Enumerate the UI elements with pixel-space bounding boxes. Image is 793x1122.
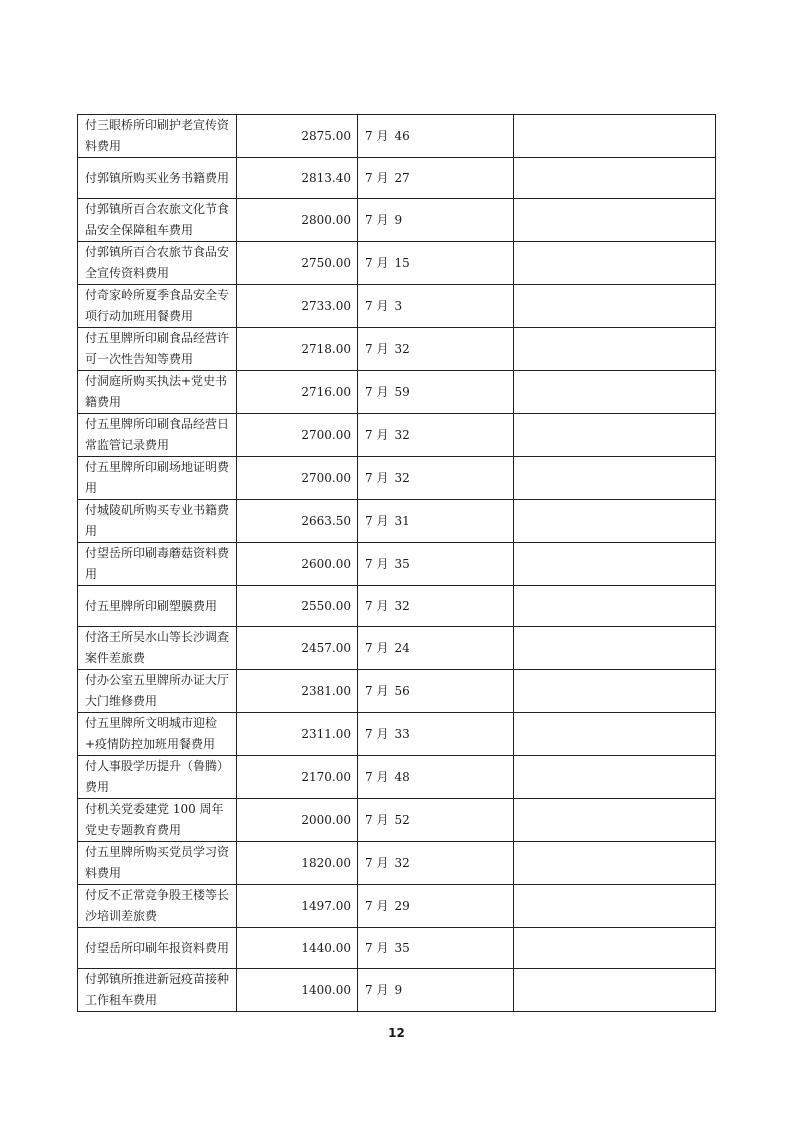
remarks-cell (514, 799, 716, 842)
expense-amount: 1400.00 (237, 969, 358, 1012)
remarks-cell (514, 586, 716, 627)
expense-amount: 2750.00 (237, 242, 358, 285)
expense-description: 付三眼桥所印刷护老宣传资料费用 (78, 115, 237, 158)
voucher-reference (358, 199, 514, 242)
voucher-reference (358, 885, 514, 928)
expense-amount: 2170.00 (237, 756, 358, 799)
voucher-month: 7 月 (365, 470, 389, 485)
voucher-month: 7 月 (365, 898, 389, 913)
remarks-cell (514, 199, 716, 242)
voucher-reference (358, 457, 514, 500)
remarks-cell (514, 328, 716, 371)
voucher-month: 7 月 (365, 812, 389, 827)
remarks-cell (514, 457, 716, 500)
voucher-number: 32 (394, 598, 410, 613)
voucher-month: 7 月 (365, 513, 389, 528)
remarks-cell (514, 285, 716, 328)
expense-description: 付洛王所吴水山等长沙调查案件差旅费 (78, 627, 237, 670)
expense-amount: 2700.00 (237, 457, 358, 500)
expense-description: 付洞庭所购买执法+党史书籍费用 (78, 371, 237, 414)
remarks-cell (514, 500, 716, 543)
voucher-reference (358, 371, 514, 414)
expense-description: 付人事股学历提升（鲁腾）费用 (78, 756, 237, 799)
voucher-month: 7 月 (365, 128, 389, 143)
voucher-month: 7 月 (365, 598, 389, 613)
expense-description: 付五里牌所印刷塑膜费用 (78, 586, 237, 627)
voucher-reference (358, 500, 514, 543)
table-row (78, 756, 716, 799)
voucher-month: 7 月 (365, 640, 389, 655)
expense-description: 付五里牌所印刷食品经营日常监管记录费用 (78, 414, 237, 457)
expense-description: 付郭镇所百合农旅节食品安全宣传资料费用 (78, 242, 237, 285)
voucher-number: 52 (394, 812, 410, 827)
voucher-reference (358, 928, 514, 969)
table-row (78, 414, 716, 457)
voucher-month: 7 月 (365, 427, 389, 442)
expense-amount: 1440.00 (237, 928, 358, 969)
table-row (78, 543, 716, 586)
table-row (78, 586, 716, 627)
expense-description: 付郭镇所购买业务书籍费用 (78, 158, 237, 199)
expense-amount: 2550.00 (237, 586, 358, 627)
voucher-number: 32 (394, 855, 410, 870)
remarks-cell (514, 969, 716, 1012)
voucher-month: 7 月 (365, 170, 389, 185)
voucher-reference (358, 242, 514, 285)
remarks-cell (514, 842, 716, 885)
table-row (78, 115, 716, 158)
voucher-month: 7 月 (365, 683, 389, 698)
voucher-month: 7 月 (365, 556, 389, 571)
expense-amount: 2311.00 (237, 713, 358, 756)
expense-amount: 2700.00 (237, 414, 358, 457)
voucher-number: 31 (394, 513, 410, 528)
voucher-month: 7 月 (365, 255, 389, 270)
voucher-number: 48 (394, 769, 410, 784)
voucher-reference (358, 586, 514, 627)
voucher-reference (358, 969, 514, 1012)
expense-description: 付五里牌所印刷食品经营许可一次性告知等费用 (78, 328, 237, 371)
expense-amount: 2600.00 (237, 543, 358, 586)
voucher-month: 7 月 (365, 769, 389, 784)
table-row (78, 713, 716, 756)
voucher-number: 24 (394, 640, 410, 655)
remarks-cell (514, 242, 716, 285)
expense-table (77, 114, 716, 1012)
page-number: 12 (388, 1026, 405, 1040)
voucher-month: 7 月 (365, 212, 389, 227)
remarks-cell (514, 627, 716, 670)
expense-amount: 2000.00 (237, 799, 358, 842)
voucher-reference (358, 756, 514, 799)
table-row (78, 627, 716, 670)
voucher-month: 7 月 (365, 341, 389, 356)
voucher-month: 7 月 (365, 726, 389, 741)
voucher-number: 32 (394, 427, 410, 442)
table-row (78, 842, 716, 885)
voucher-reference (358, 328, 514, 371)
expense-amount: 1497.00 (237, 885, 358, 928)
voucher-reference (358, 115, 514, 158)
voucher-number: 32 (394, 470, 410, 485)
table-row (78, 285, 716, 328)
voucher-month: 7 月 (365, 384, 389, 399)
voucher-number: 9 (394, 982, 403, 997)
table-row (78, 371, 716, 414)
expense-amount: 2381.00 (237, 670, 358, 713)
voucher-month: 7 月 (365, 982, 389, 997)
table-row (78, 885, 716, 928)
remarks-cell (514, 713, 716, 756)
voucher-number: 9 (394, 212, 403, 227)
expense-description: 付望岳所印刷年报资料费用 (78, 928, 237, 969)
voucher-number: 3 (394, 298, 403, 313)
voucher-reference (358, 414, 514, 457)
remarks-cell (514, 928, 716, 969)
expense-description: 付奇家岭所夏季食品安全专项行动加班用餐费用 (78, 285, 237, 328)
table-row (78, 328, 716, 371)
voucher-number: 15 (394, 255, 410, 270)
expense-amount: 2875.00 (237, 115, 358, 158)
remarks-cell (514, 543, 716, 586)
table-row (78, 969, 716, 1012)
voucher-month: 7 月 (365, 855, 389, 870)
expense-amount: 2718.00 (237, 328, 358, 371)
table-row (78, 500, 716, 543)
voucher-reference (358, 158, 514, 199)
expense-description: 付五里牌所购买党员学习资料费用 (78, 842, 237, 885)
voucher-number: 35 (394, 940, 410, 955)
voucher-month: 7 月 (365, 940, 389, 955)
expense-amount: 2813.40 (237, 158, 358, 199)
voucher-number: 35 (394, 556, 410, 571)
remarks-cell (514, 670, 716, 713)
expense-amount: 1820.00 (237, 842, 358, 885)
voucher-reference (358, 842, 514, 885)
expense-description: 付城陵矶所购买专业书籍费用 (78, 500, 237, 543)
table-row (78, 242, 716, 285)
voucher-number: 46 (394, 128, 410, 143)
table-row (78, 928, 716, 969)
expense-amount: 2716.00 (237, 371, 358, 414)
table-row (78, 799, 716, 842)
voucher-number: 32 (394, 341, 410, 356)
voucher-number: 56 (394, 683, 410, 698)
expense-amount: 2457.00 (237, 627, 358, 670)
voucher-number: 59 (394, 384, 410, 399)
voucher-reference (358, 627, 514, 670)
voucher-reference (358, 670, 514, 713)
remarks-cell (514, 756, 716, 799)
remarks-cell (514, 371, 716, 414)
expense-description: 付郭镇所百合农旅文化节食品安全保障租车费用 (78, 199, 237, 242)
remarks-cell (514, 158, 716, 199)
expense-table-body (78, 115, 716, 1012)
expense-description: 付五里牌所印刷场地证明费用 (78, 457, 237, 500)
expense-description: 付机关党委建党 100 周年党史专题教育费用 (78, 799, 237, 842)
voucher-reference (358, 543, 514, 586)
voucher-reference (358, 285, 514, 328)
expense-description: 付望岳所印刷毒蘑菇资料费用 (78, 543, 237, 586)
table-row (78, 670, 716, 713)
expense-description: 付办公室五里牌所办证大厅大门维修费用 (78, 670, 237, 713)
table-row (78, 158, 716, 199)
remarks-cell (514, 115, 716, 158)
table-row (78, 457, 716, 500)
table-row (78, 199, 716, 242)
expense-amount: 2800.00 (237, 199, 358, 242)
expense-description: 付郭镇所推进新冠疫苗接种工作租车费用 (78, 969, 237, 1012)
expense-description: 付反不正常竞争股王楼等长沙培训差旅费 (78, 885, 237, 928)
voucher-reference (358, 799, 514, 842)
expense-description: 付五里牌所文明城市迎检+疫情防控加班用餐费用 (78, 713, 237, 756)
voucher-month: 7 月 (365, 298, 389, 313)
remarks-cell (514, 414, 716, 457)
expense-amount: 2663.50 (237, 500, 358, 543)
voucher-number: 29 (394, 898, 410, 913)
remarks-cell (514, 885, 716, 928)
voucher-reference (358, 713, 514, 756)
voucher-number: 33 (394, 726, 410, 741)
voucher-number: 27 (394, 170, 410, 185)
expense-amount: 2733.00 (237, 285, 358, 328)
